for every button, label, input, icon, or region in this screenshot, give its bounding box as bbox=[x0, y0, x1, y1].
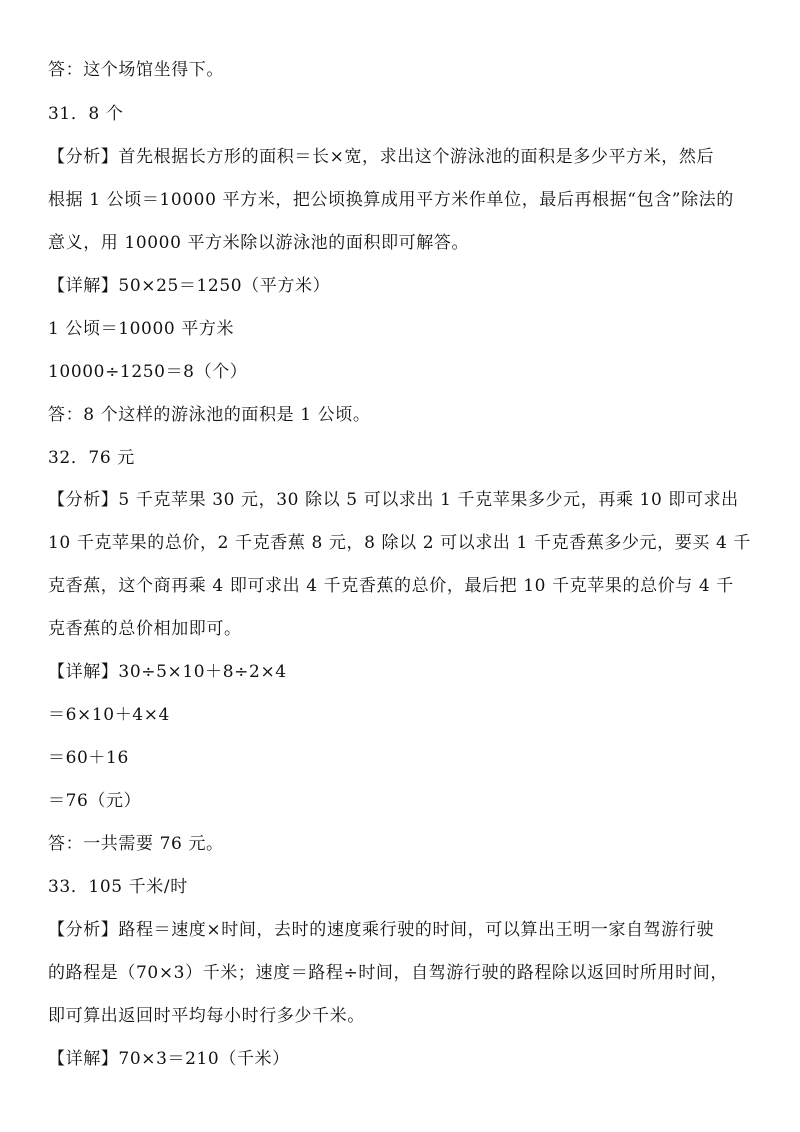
analysis-33-line-1: 【分析】路程＝速度×时间，去时的速度乘行驶的时间，可以算出王明一家自驾游行驶 bbox=[48, 920, 715, 940]
analysis-33-line-3: 即可算出返回时平均每小时行多少千米。 bbox=[48, 1006, 365, 1026]
analysis-31-line-3: 意义，用 10000 平方米除以游泳池的面积即可解答。 bbox=[48, 233, 470, 253]
analysis-32-line-2: 10 千克苹果的总价，2 千克香蕉 8 元，8 除以 2 可以求出 1 千克香蕉多少元，要买 4 千 bbox=[48, 533, 751, 553]
solution-32-line-4: ＝76（元） bbox=[48, 791, 142, 811]
solution-31-line-2: 1 公顷＝10000 平方米 bbox=[48, 319, 235, 339]
solution-31-line-1: 【详解】50×25＝1250（平方米） bbox=[48, 276, 331, 296]
question-33-heading: 33．105 千米/时 bbox=[48, 877, 188, 897]
solution-33-line-1: 【详解】70×3＝210（千米） bbox=[48, 1049, 290, 1069]
answer-32: 答：一共需要 76 元。 bbox=[48, 834, 224, 854]
solution-31-line-3: 10000÷1250＝8（个） bbox=[48, 362, 248, 382]
question-31-heading: 31．8 个 bbox=[48, 104, 124, 124]
question-32-heading: 32．76 元 bbox=[48, 448, 135, 468]
analysis-32-line-4: 克香蕉的总价相加即可。 bbox=[48, 619, 242, 639]
analysis-32-line-1: 【分析】5 千克苹果 30 元，30 除以 5 可以求出 1 千克苹果多少元，再乘 10 即可求出 bbox=[48, 490, 739, 510]
solution-32-line-1: 【详解】30÷5×10＋8÷2×4 bbox=[48, 662, 287, 682]
analysis-31-line-2: 根据 1 公顷＝10000 平方米，把公顷换算成用平方米作单位，最后再根据“包含”除法的 bbox=[48, 190, 734, 210]
answer-line: 答：这个场馆坐得下。 bbox=[48, 60, 224, 80]
analysis-31-line-1: 【分析】首先根据长方形的面积＝长×宽，求出这个游泳池的面积是多少平方米，然后 bbox=[48, 147, 715, 167]
answer-31: 答：8 个这样的游泳池的面积是 1 公顷。 bbox=[48, 405, 371, 425]
solution-32-line-3: ＝60＋16 bbox=[48, 748, 129, 768]
analysis-33-line-2: 的路程是（70×3）千米；速度＝路程÷时间，自驾游行驶的路程除以返回时所用时间， bbox=[48, 963, 728, 983]
analysis-32-line-3: 克香蕉，这个商再乘 4 即可求出 4 千克香蕉的总价，最后把 10 千克苹果的总价与 4 千 bbox=[48, 576, 734, 596]
solution-32-line-2: ＝6×10＋4×4 bbox=[48, 705, 170, 725]
